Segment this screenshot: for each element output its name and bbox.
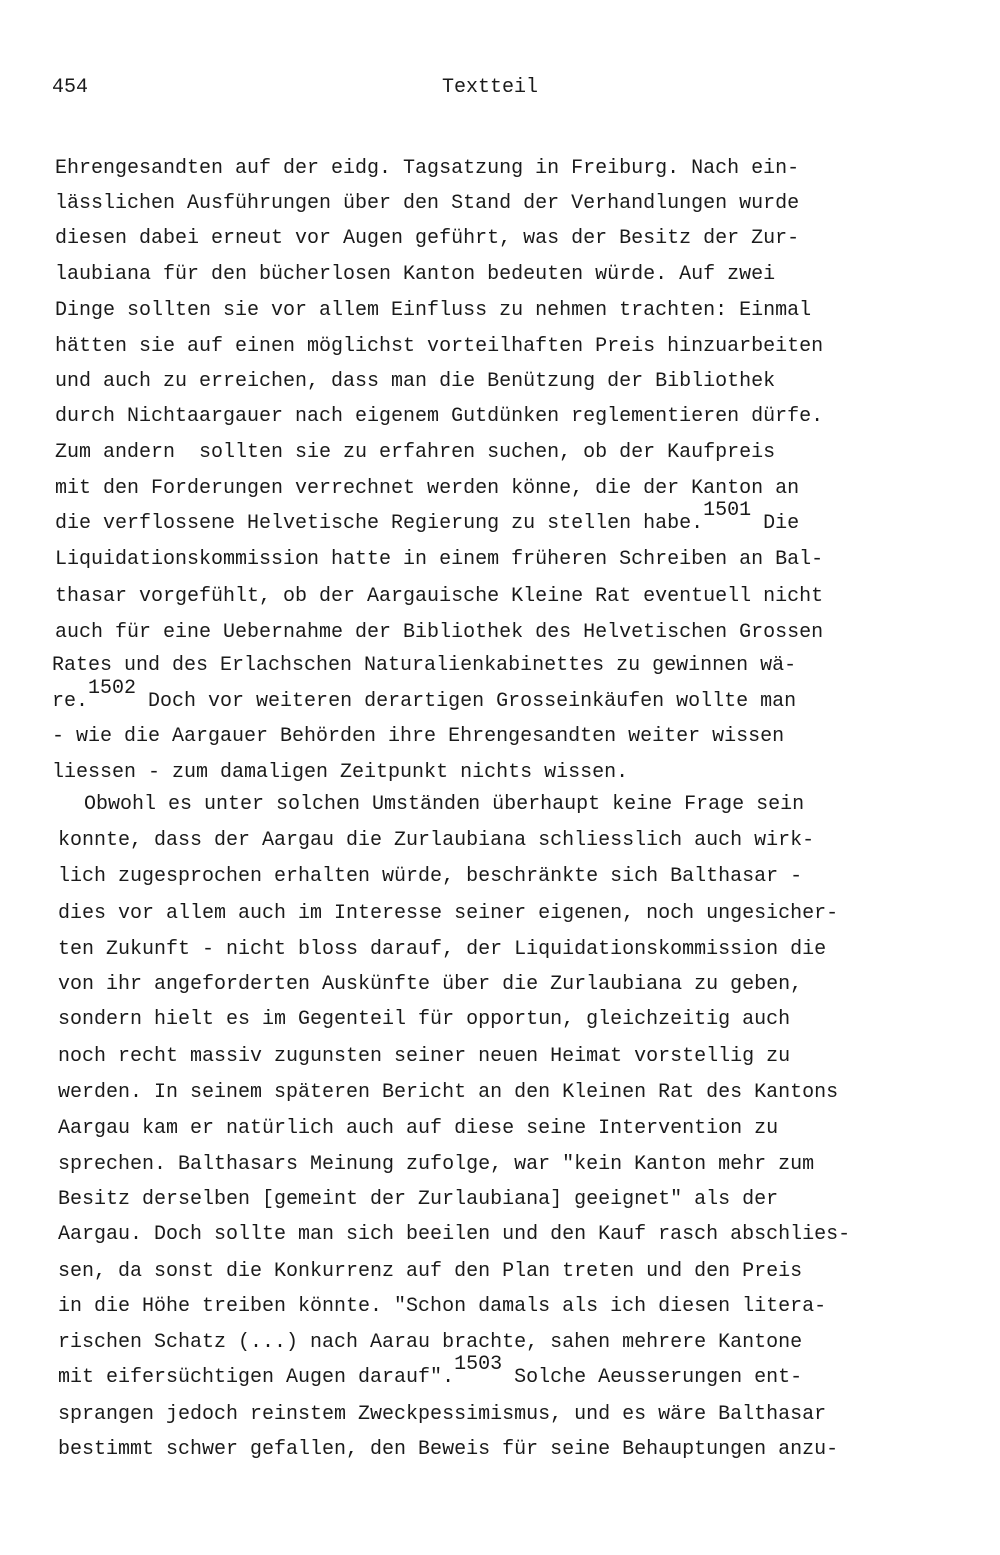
text-line: auch für eine Uebernahme der Bibliothek des Helvetischen Grossen xyxy=(55,621,824,644)
text-line: Dinge sollten sie vor allem Einfluss zu nehmen trachten: Einmal xyxy=(55,299,812,322)
text-line: mit den Forderungen verrechnet werden könne, die der Kanton an xyxy=(55,477,800,500)
text-line: durch Nichtaargauer nach eigenem Gutdünken reglementieren dürfe. xyxy=(55,405,824,428)
text-line: Besitz derselben [gemeint der Zurlaubiana] geeignet" als der xyxy=(58,1188,779,1211)
text-line: Aargau kam er natürlich auch auf diese seine Intervention zu xyxy=(58,1117,779,1140)
text-line: Ehrengesandten auf der eidg. Tagsatzung in Freiburg. Nach ein- xyxy=(55,157,800,180)
line-text: Doch vor weiteren derartigen Grosseinkäufen wollte man xyxy=(136,690,797,713)
text-line: und auch zu erreichen, dass man die Benützung der Bibliothek xyxy=(55,370,776,393)
line-text: Die xyxy=(751,512,800,535)
text-line: noch recht massiv zugunsten seiner neuen Heimat vorstellig zu xyxy=(58,1045,791,1068)
text-line: in die Höhe treiben könnte. "Schon damals als ich diesen litera- xyxy=(58,1295,827,1318)
text-line: bestimmt schwer gefallen, den Beweis für seine Behauptungen anzu- xyxy=(58,1438,839,1461)
text-line: diesen dabei erneut vor Augen geführt, was der Besitz der Zur- xyxy=(55,227,800,250)
text-line: rischen Schatz (...) nach Aarau brachte, sahen mehrere Kantone xyxy=(58,1331,803,1354)
text-line: lässlichen Ausführungen über den Stand der Verhandlungen wurde xyxy=(55,192,800,215)
text-line: sondern hielt es im Gegenteil für opportun, gleichzeitig auch xyxy=(58,1008,791,1031)
text-line: werden. In seinem späteren Bericht an den Kleinen Rat des Kantons xyxy=(58,1081,839,1104)
text-line: sen, da sonst die Konkurrenz auf den Plan treten und den Preis xyxy=(58,1260,803,1283)
text-line: konnte, dass der Aargau die Zurlaubiana schliesslich auch wirk- xyxy=(58,829,815,852)
text-line: Aargau. Doch sollte man sich beeilen und den Kauf rasch abschlies- xyxy=(58,1223,851,1246)
text-line: thasar vorgefühlt, ob der Aargauische Kleine Rat eventuell nicht xyxy=(55,585,824,608)
line-text: mit eifersüchtigen Augen darauf". xyxy=(58,1366,455,1389)
text-line: dies vor allem auch im Interesse seiner eigenen, noch ungesicher- xyxy=(58,902,839,925)
line-text: die verflossene Helvetische Regierung zu stellen habe. xyxy=(55,512,704,535)
text-line: Liquidationskommission hatte in einem früheren Schreiben an Bal- xyxy=(55,548,824,571)
line-text: re. xyxy=(52,690,89,713)
text-line: Rates und des Erlachschen Naturalienkabinettes zu gewinnen wä- xyxy=(52,654,797,677)
footnote-ref-1502[interactable]: 1502 xyxy=(88,677,137,700)
text-line xyxy=(52,677,797,716)
text-line xyxy=(58,1353,803,1392)
text-line: sprechen. Balthasars Meinung zufolge, war "kein Kanton mehr zum xyxy=(58,1153,815,1176)
text-line: lich zugesprochen erhalten würde, beschränkte sich Balthasar - xyxy=(58,865,803,888)
text-line: hätten sie auf einen möglichst vorteilhaften Preis hinzuarbeiten xyxy=(55,335,824,358)
text-line: Obwohl es unter solchen Umständen überhaupt keine Frage sein xyxy=(72,793,805,816)
text-line xyxy=(55,499,800,538)
text-line: Zum andern sollten sie zu erfahren suchen, ob der Kaufpreis xyxy=(55,441,776,464)
text-line: liessen - zum damaligen Zeitpunkt nichts wissen. xyxy=(52,761,629,784)
text-line: - wie die Aargauer Behörden ihre Ehrengesandten weiter wissen xyxy=(52,725,785,748)
running-head: Textteil xyxy=(442,76,539,99)
footnote-ref-1501[interactable]: 1501 xyxy=(703,499,752,522)
footnote-ref-1503[interactable]: 1503 xyxy=(454,1353,503,1376)
line-text: Solche Aeusserungen ent- xyxy=(502,1366,803,1389)
text-line: von ihr angeforderten Auskünfte über die Zurlaubiana zu geben, xyxy=(58,973,803,996)
page-header xyxy=(52,74,952,102)
text-line: ten Zukunft - nicht bloss darauf, der Liquidationskommission die xyxy=(58,938,827,961)
page-number: 454 xyxy=(52,76,89,99)
text-line: sprangen jedoch reinstem Zweckpessimismus, und es wäre Balthasar xyxy=(58,1403,827,1426)
text-line: laubiana für den bücherlosen Kanton bedeuten würde. Auf zwei xyxy=(55,263,776,286)
